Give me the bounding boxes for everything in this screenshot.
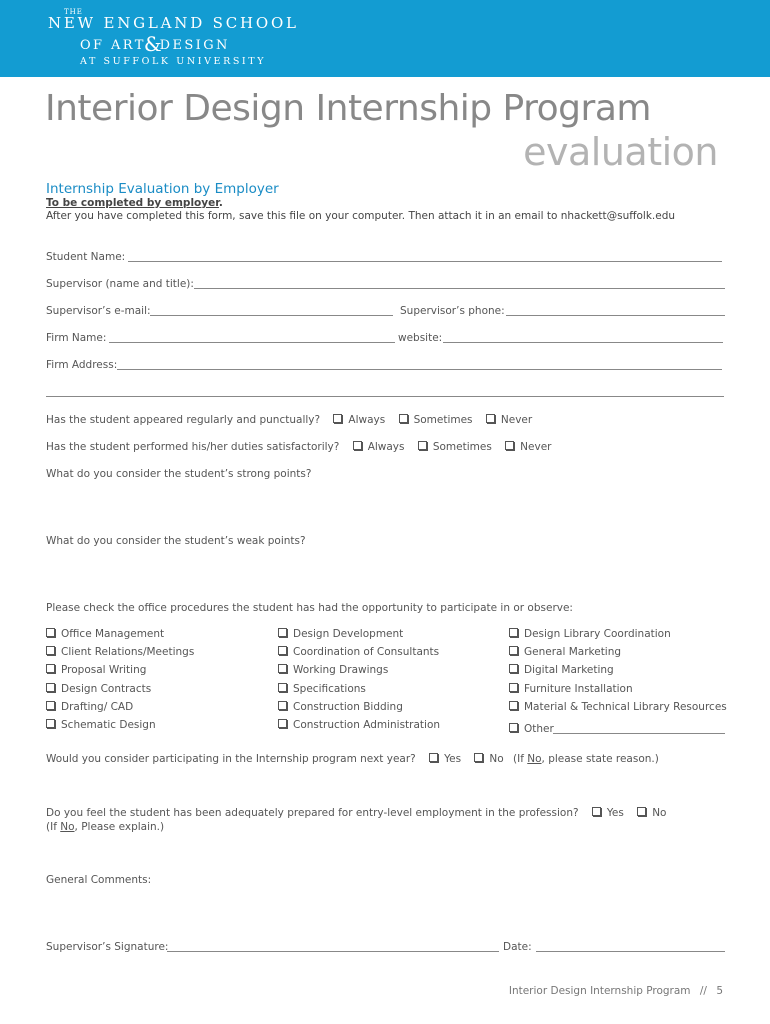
supervisor-phone-label: Supervisor’s phone: — [400, 305, 505, 317]
student-name-field[interactable] — [128, 261, 722, 262]
proc-item[interactable]: Specifications — [278, 682, 366, 696]
website-field[interactable] — [443, 342, 723, 343]
question-participate: Would you consider participating in the Internship program next year? Yes No (If No, please state reason.) — [46, 753, 659, 765]
option-always[interactable]: Always — [333, 414, 385, 426]
proc-item[interactable]: General Marketing — [509, 645, 621, 659]
checkbox-icon[interactable] — [46, 683, 55, 692]
page-subtitle: evaluation — [523, 130, 718, 174]
question-duties: Has the student performed his/her duties satisfactorily? Always Sometimes Never — [46, 441, 552, 453]
proc-item[interactable]: Proposal Writing — [46, 663, 146, 677]
checkbox-icon[interactable] — [486, 414, 495, 423]
general-comments-label: General Comments: — [46, 874, 152, 886]
website-label: website: — [398, 332, 443, 344]
checkbox-icon[interactable] — [505, 441, 514, 450]
checkbox-icon[interactable] — [46, 628, 55, 637]
supervisor-label: Supervisor (name and title): — [46, 278, 194, 290]
logo-line2b: DESIGN — [159, 38, 230, 53]
page-title: Interior Design Internship Program — [45, 88, 651, 129]
signature-label: Supervisor’s Signature: — [46, 941, 169, 953]
checkbox-icon[interactable] — [418, 441, 427, 450]
supervisor-email-field[interactable] — [150, 315, 393, 316]
proc-item[interactable]: Construction Bidding — [278, 700, 403, 714]
firm-address-label: Firm Address: — [46, 359, 118, 371]
instructions: After you have completed this form, save this file on your computer. Then attach it in an email to nhackett@suffolk.edu — [46, 210, 676, 222]
header-banner — [0, 0, 770, 77]
checkbox-icon[interactable] — [46, 664, 55, 673]
proc-item[interactable]: Construction Administration — [278, 718, 440, 732]
logo-line1: NEW ENGLAND SCHOOL — [48, 14, 299, 32]
proc-item[interactable]: Design Contracts — [46, 682, 151, 696]
other-field[interactable] — [553, 733, 725, 734]
option-never[interactable]: Never — [505, 441, 551, 453]
checkbox-icon[interactable] — [278, 719, 287, 728]
proc-item[interactable]: Design Library Coordination — [509, 627, 671, 641]
proc-item[interactable]: Design Development — [278, 627, 403, 641]
question-prepared-note: (If No, Please explain.) — [46, 821, 165, 833]
firm-address-field[interactable] — [117, 369, 722, 370]
option-never[interactable]: Never — [486, 414, 532, 426]
section-heading: Internship Evaluation by Employer — [46, 181, 279, 197]
proc-item[interactable]: Furniture Installation — [509, 682, 633, 696]
checkbox-icon[interactable] — [592, 807, 601, 816]
logo-line3: AT SUFFOLK UNIVERSITY — [80, 56, 267, 67]
page-footer — [509, 985, 723, 997]
checkbox-icon[interactable] — [46, 646, 55, 655]
footer-label: Interior Design Internship Program — [508, 985, 691, 997]
question-strong-points: What do you consider the student’s strong points? — [46, 468, 312, 480]
checkbox-icon[interactable] — [278, 701, 287, 710]
option-always[interactable]: Always — [353, 441, 405, 453]
question-prepared: Do you feel the student has been adequately prepared for entry-level employment in the profession? Yes No — [46, 807, 667, 819]
date-field[interactable] — [536, 951, 725, 952]
proc-item[interactable]: Schematic Design — [46, 718, 156, 732]
proc-item[interactable]: Coordination of Consultants — [278, 645, 439, 659]
question-attendance: Has the student appeared regularly and punctually? Always Sometimes Never — [46, 414, 533, 426]
supervisor-phone-field[interactable] — [506, 315, 725, 316]
footer-separator: // — [699, 985, 707, 997]
option-yes[interactable]: Yes — [592, 807, 624, 819]
proc-item-other[interactable]: Other — [509, 722, 554, 736]
checkbox-icon[interactable] — [637, 807, 646, 816]
checkbox-icon[interactable] — [46, 701, 55, 710]
checkbox-icon[interactable] — [509, 628, 518, 637]
signature-field[interactable] — [167, 951, 499, 952]
option-no[interactable]: No — [637, 807, 666, 819]
proc-item[interactable]: Drafting/ CAD — [46, 700, 133, 714]
page-number: 5 — [716, 985, 723, 997]
supervisor-field[interactable] — [194, 288, 725, 289]
checkbox-icon[interactable] — [429, 753, 438, 762]
option-sometimes[interactable]: Sometimes — [399, 414, 473, 426]
checkbox-icon[interactable] — [474, 753, 483, 762]
checkbox-icon[interactable] — [278, 683, 287, 692]
logo-the: THE — [64, 8, 83, 16]
checkbox-icon[interactable] — [278, 628, 287, 637]
checkbox-icon[interactable] — [333, 414, 342, 423]
proc-item[interactable]: Client Relations/Meetings — [46, 645, 194, 659]
checkbox-icon[interactable] — [509, 664, 518, 673]
option-yes[interactable]: Yes — [429, 753, 461, 765]
firm-name-label: Firm Name: — [46, 332, 107, 344]
checkbox-icon[interactable] — [509, 646, 518, 655]
question-procedures: Please check the office procedures the student has had the opportunity to participate in or observe: — [46, 602, 573, 614]
supervisor-email-label: Supervisor’s e-mail: — [46, 305, 151, 317]
school-logo — [48, 8, 299, 67]
checkbox-icon[interactable] — [46, 719, 55, 728]
completion-note: To be completed by employer. — [46, 197, 223, 209]
checkbox-icon[interactable] — [278, 664, 287, 673]
question-weak-points: What do you consider the student’s weak points? — [46, 535, 306, 547]
checkbox-icon[interactable] — [399, 414, 408, 423]
date-label: Date: — [503, 941, 532, 953]
firm-name-field[interactable] — [109, 342, 395, 343]
logo-ampersand: & — [143, 32, 162, 56]
student-name-label: Student Name: — [46, 251, 126, 263]
proc-item[interactable]: Material & Technical Library Resources — [509, 700, 727, 714]
option-no[interactable]: No — [474, 753, 503, 765]
firm-address-field-2[interactable] — [46, 396, 724, 397]
checkbox-icon[interactable] — [353, 441, 362, 450]
checkbox-icon[interactable] — [509, 723, 518, 732]
checkbox-icon[interactable] — [509, 683, 518, 692]
proc-item[interactable]: Digital Marketing — [509, 663, 614, 677]
checkbox-icon[interactable] — [278, 646, 287, 655]
proc-item[interactable]: Office Management — [46, 627, 164, 641]
option-sometimes[interactable]: Sometimes — [418, 441, 492, 453]
logo-line2a: OF ART — [80, 38, 146, 53]
checkbox-icon[interactable] — [509, 701, 518, 710]
proc-item[interactable]: Working Drawings — [278, 663, 388, 677]
